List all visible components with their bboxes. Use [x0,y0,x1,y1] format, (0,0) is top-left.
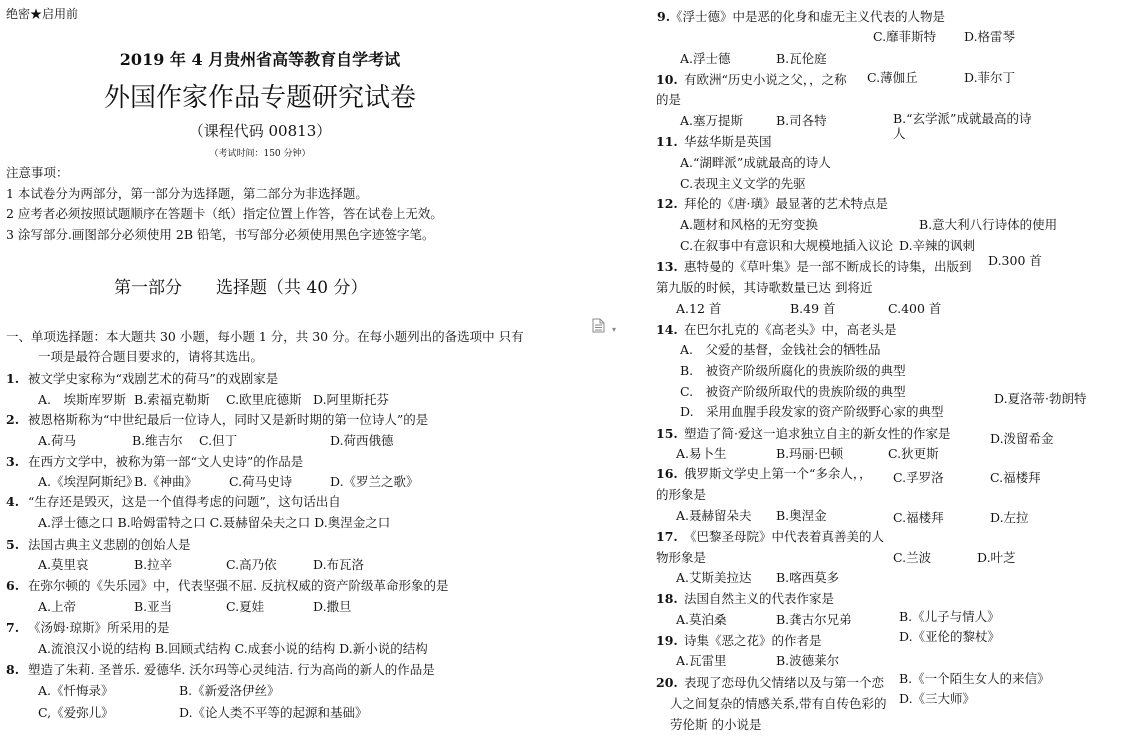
question-number: 19. [656,633,678,648]
option-b: B.龚古尔兄弟 [776,612,852,627]
question-number: 9. [657,9,671,24]
option-c: C.夏娃 [226,599,265,614]
option-d: D.《亚伦的黎杖》 [899,629,1001,644]
question-text: 表现了恋母仇父情绪以及与第一个恋 [684,675,885,690]
question-number: 2. [6,412,20,427]
option-d: D.荷西俄德 [330,433,394,448]
option-c: C,《爱弥儿》 [38,705,114,720]
exam-time: （考试时间：150 分钟） [209,149,311,159]
document-icon[interactable] [592,318,605,333]
question-text: 被文学史家称为“戏剧艺术的荷马”的戏剧家是 [28,371,279,386]
option-d: D.《论人类不平等的起源和基础》 [179,705,368,720]
note-item: 1 本试卷分为两部分，第一部分为选择题，第二部分为非选择题。 [6,186,368,201]
option-c: C.但丁 [199,433,238,448]
option-b: B. 被资产阶级所腐化的贵族阶级的典型 [680,363,906,378]
option-b: B.司各特 [776,113,827,128]
option-a: A.《忏悔录》 [38,683,114,698]
option-c: C. 被资产阶级所取代的贵族阶级的典型 [680,384,906,399]
question-number: 10. [656,72,678,87]
option-a: A.艾斯美拉达 [676,570,752,585]
question-text: 法国自然主义的代表作家是 [684,591,835,606]
option-b: B.玛丽·巴顿 [776,446,844,461]
question-text: 被恩格斯称为“中世纪最后一位诗人，同时又是新时期的第一位诗人”的是 [28,412,429,427]
option-a: A.《埃涅阿斯纪》 [38,474,139,489]
option-b: B.《神曲》 [134,474,198,489]
option-a: A.莫里哀 [38,557,89,572]
option-c: C.兰波 [893,550,932,565]
question-text: 拜伦的《唐·璜》最显著的艺术特点是 [684,196,888,211]
question-number: 18. [656,591,678,606]
option-b: B.奥涅金 [776,508,827,523]
question-text: 在弥尔顿的《失乐园》中，代表坚强不屈. 反抗权威的资产阶级革命形象的是 [28,578,449,593]
question-text-cont: 的是 [656,92,682,107]
option-c: C.在叙事中有意识和大规模地插入议论 [680,238,894,253]
question-number: 3. [6,454,20,469]
question-text: 《巴黎圣母院》中代表着真善美的人 [684,529,885,544]
question-number: 15. [656,426,678,441]
section-title: 第一部分 选择题（共 40 分） [114,278,368,298]
exam-year-heading: 2019 年 4 月贵州省高等教育自学考试 [119,50,401,69]
option-d: D.辛辣的讽刺 [899,238,976,253]
question-text: 塑造了朱莉. 圣普乐. 爱德华. 沃尔玛等心灵纯洁. 行为高尚的新人的作品是 [28,662,435,677]
note-item: 2 应考者必须按照试题顺序在答题卡（纸）指定位置上作答，答在试卷上无效。 [6,206,443,221]
option-c: C.薄伽丘 [867,70,918,85]
option-c: C.表现主义文学的先驱 [680,176,806,191]
question-text: 《浮士德》中是恶的化身和虚无主义代表的人物是 [670,9,946,24]
notes-heading: 注意事项： [6,165,69,180]
question-text: 在西方文学中，被称为第一部“文人史诗”的作品是 [28,454,304,469]
option-c: C.福楼拜 [893,510,944,525]
option-b: B.波德莱尔 [776,653,840,668]
option-b: B.索福克勒斯 [134,392,210,407]
instruction-text: 一项是最符合题目要求的，请将其选出。 [38,349,264,364]
question-number: 5. [6,537,20,552]
option-d: D.《罗兰之歌》 [330,474,419,489]
chevron-down-icon[interactable]: ▾ [612,325,617,334]
option-c: B.《儿子与情人》 [899,609,1000,624]
confidential-mark: 绝密★启用前 [6,7,79,21]
option-d: D. 采用血腥手段发家的资产阶级野心家的典型 [680,404,944,419]
course-code: （课程代码 00813） [188,122,332,140]
question-number: 4. [6,494,20,509]
option-c: C.欧里庇德斯 [226,392,302,407]
option-a: A.聂赫留朵夫 [676,508,752,523]
option-d: D.阿里斯托芬 [313,392,390,407]
option-d: D.《三大师》 [899,691,976,706]
option-a: A.上帝 [38,599,77,614]
question-text: “生存还是毁灭，这是一个值得考虑的问题”，这句话出自 [28,494,341,509]
option-a: A.浮士德 [680,51,731,66]
question-text: 《汤姆·琼斯》所采用的是 [28,620,170,635]
question-number: 6. [6,578,20,593]
question-number: 16. [656,466,678,481]
option-a: A.易卜生 [676,446,727,461]
note-item: 3 涂写部分.画图部分必须使用 2B 铅笔，书写部分必须使用黑色字迹签字笔。 [6,227,435,242]
option-d: D.泼留希金 [990,431,1054,446]
option-c: C.荷马史诗 [229,474,293,489]
question-text-cont: 劳伦斯 的小说是 [670,717,762,732]
option-c: B.《一个陌生女人的来信》 [899,671,1050,686]
option-d: D.300 首 [988,253,1042,268]
question-text-cont: 物形象是 [656,550,707,565]
question-number: 13. [656,259,678,274]
question-number: 12. [656,196,678,211]
option-d: D.夏洛蒂·勃朗特 [994,391,1087,406]
option-b: B.亚当 [134,599,173,614]
option-b: B.喀西莫多 [776,570,840,585]
option-d: D.布瓦洛 [313,557,365,572]
option-b: B.维吉尔 [132,433,183,448]
option-a: A.题材和风格的无穷变换 [680,217,819,232]
option-b: B.瓦伦庭 [776,51,827,66]
question-text-cont: 人之间复杂的情感关系,带有自传色彩的 [670,696,887,711]
question-number: 7. [6,620,20,635]
option-a: A.荷马 [38,433,77,448]
option-c: C.高乃依 [226,557,277,572]
question-text: 俄罗斯文学史上第一个“多余人，， [684,466,872,481]
option-d: D.格雷琴 [964,29,1016,44]
option-d: D.左拉 [990,510,1029,525]
option-c: C.靡菲斯特 [873,29,937,44]
option-c: C.孚罗洛 [893,470,944,485]
option-a: A.莫泊桑 [676,612,727,627]
option-a: A.“湖畔派”成就最高的诗人 [680,155,831,170]
question-text: 惠特曼的《草叶集》是一部不断成长的诗集，出版到 [684,259,972,274]
question-text: 有欧洲“历史小说之父，，之称 [684,72,847,87]
option-b: B.《新爱洛伊丝》 [179,683,280,698]
instruction-text: 一、单项选择题：本大题共 30 小题，每小题 1 分，共 30 分。在每小题列出的备选项中 只有 [6,329,524,344]
option-a: A.瓦雷里 [676,653,727,668]
question-text: 诗集《恶之花》的作者是 [684,633,822,648]
option-d: D.撒旦 [313,599,352,614]
option-c: C.400 首 [888,301,942,316]
question-number: 11. [656,134,678,149]
option-b: B.意大利八行诗体的使用 [919,217,1058,232]
option-d-alt: C.福楼拜 [990,470,1041,485]
option-c: C.狄更斯 [888,446,939,461]
option-d: D.叶芝 [977,550,1016,565]
option-b: B.拉辛 [134,557,173,572]
question-number: 17. [656,529,678,544]
question-text: 华兹华斯是英国 [684,134,772,149]
options-line: A.流浪汉小说的结构 B.回顾式结构 C.成套小说的结构 D.新小说的结构 [38,641,428,656]
option-b: B.49 首 [790,301,836,316]
question-text: 法国古典主义悲剧的创始人是 [28,537,191,552]
question-text-cont: 的形象是 [656,487,707,502]
question-number: 20. [656,675,678,690]
options-line: A.浮士德之口 B.哈姆雷特之口 C.聂赫留朵夫之口 D.奥涅金之口 [38,515,391,530]
question-text: 塑造了简·爱这一追求独立自主的新女性的作家是 [684,426,951,441]
option-a: A. 埃斯库罗斯 [38,392,127,407]
question-number: 8. [6,662,20,677]
option-a: A.塞万提斯 [680,113,744,128]
question-text: 在巴尔扎克的《高老头》中，高老头是 [684,322,897,337]
question-number: 1. [6,371,20,386]
option-d: D.菲尔丁 [964,70,1016,85]
question-number: 14. [656,322,678,337]
question-text-cont: 第九版的时候，其诗歌数量已达 到将近 [656,280,873,295]
option-a: A. 父爱的基督，金钱社会的牺牲品 [680,342,881,357]
option-b: B.“玄学派”成就最高的诗 [893,111,1032,126]
option-b-cont: 人 [893,126,906,141]
option-a: A.12 首 [676,301,722,316]
page-title: 外国作家作品专题研究试卷 [103,83,416,113]
